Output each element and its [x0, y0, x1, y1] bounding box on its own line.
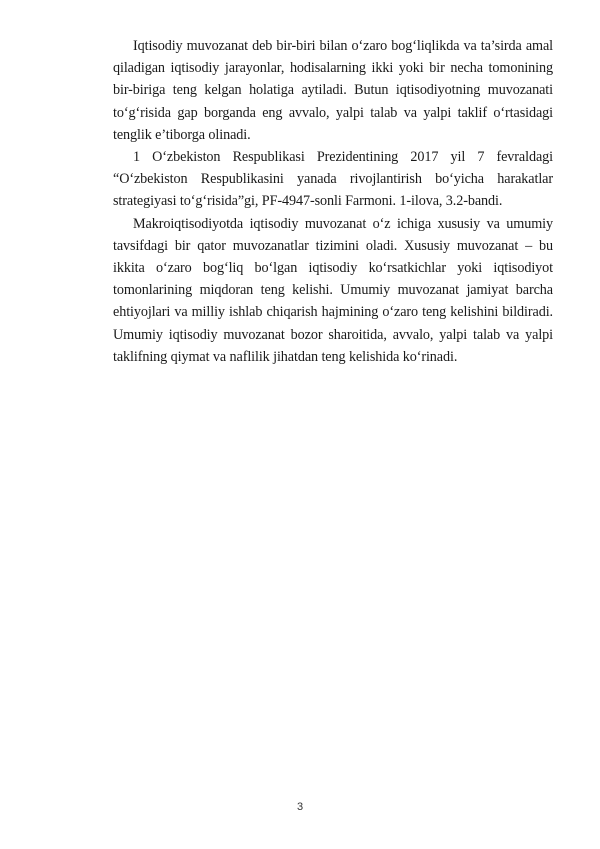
paragraph-macroeconomic-equilibrium: Makroiqtisodiyotda iqtisodiy muvozanat o‘z ichiga xususiy va umumiy tavsifdagi bir qator muvozanatlar tizimini oladi. Xususiy muvozanat – bu ikkita o‘zaro bog‘liq bo‘lgan iqtisodiy ko‘rsatkichlar yoki iqtisodiyot tomonlarining miqdoran teng kelishi. Umumiy muvozanat jamiyat barcha ehtiyojlari va milliy ishlab chiqarish hajmining o‘zaro teng kelishini bildiradi. Umumiy iqtisodiy muvozanat bozor sharoitida, avvalo, yalpi talab va yalpi taklifning qiymat va naflilik jihatdan teng kelishida ko‘rinadi. [113, 215, 553, 365]
paragraph-footnote-reference: 1 O‘zbekiston Respublikasi Prezidentining 2017 yil 7 fevraldagi “O‘zbekiston Respublikasini yanada rivojlantirish bo‘yicha harakatlar strategiyasi to‘g‘risida”gi, PF-4947-sonli Farmoni. 1-ilova, 3.2-bandi. [113, 149, 553, 210]
body-text [113, 35, 553, 368]
paragraph-definition: Iqtisodiy muvozanat deb bir-biri bilan o‘zaro bog‘liqlikda va ta’sirda amal qiladigan iqtisodiy jarayonlar, hodisalarning ikki yoki bir necha tomonining bir-biriga teng kelgan holatiga aytiladi. Butun iqtisodiyotning muvozanati to‘g‘risida gap borganda eng avvalo, yalpi talab va yalpi taklif o‘rtasidagi tenglik e’tiborga olinadi. [113, 38, 553, 143]
page-number: 3 [296, 801, 304, 813]
